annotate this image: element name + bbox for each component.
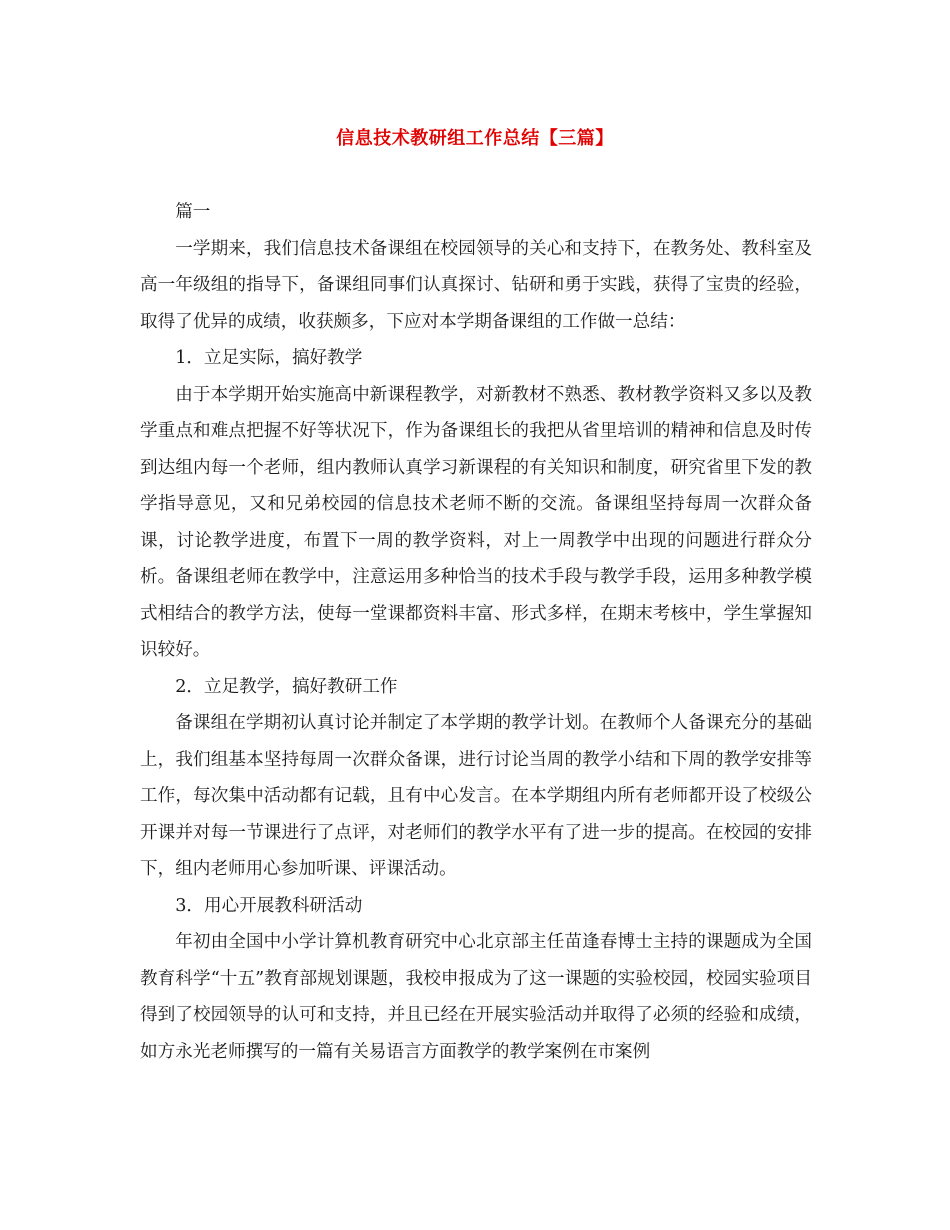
body-paragraph: 年初由全国中小学计算机教育研究中心北京部主任苗逢春博士主持的课题成为全国教育科学“十五”教育部规划课题，我校申报成为了这一课题的实验校园，校园实验项目得到了校园领导的认可和支持，并且已经在开展实验活动并取得了必须的经验和成绩，如方永光老师撰写的一篇有关易语言方面教学的教学案例在市案例 bbox=[140, 932, 812, 1062]
section-heading: 1．立足实际，搞好教学 bbox=[175, 348, 363, 368]
section-heading-part-one: 篇一 bbox=[175, 202, 211, 222]
section-heading: 2．立足教学，搞好教研工作 bbox=[175, 676, 398, 697]
body-paragraph: 一学期来，我们信息技术备课组在校园领导的关心和支持下，在教务处、教科室及高一年级组的指导下，备课组同事们认真探讨、钻研和勇于实践，获得了宝贵的经验，取得了优异的成绩，收获颇多，下应对本学期备课组的工作做一总结： bbox=[140, 238, 812, 332]
section-heading: 3．用心开展教科研活动 bbox=[175, 895, 363, 916]
document-body bbox=[140, 194, 812, 1070]
body-paragraph: 由于本学期开始实施高中新课程教学，对新教材不熟悉、教材教学资料又多以及教学重点和难点把握不好等状况下，作为备课组长的我把从省里培训的精神和信息及时传到达组内每一个老师，组内教师认真学习新课程的有关知识和制度，研究省里下发的教学指导意见，又和兄弟校园的信息技术老师不断的交流。备课组坚持每周一次群众备课，讨论教学进度，布置下一周的教学资料，对上一周教学中出现的问题进行群众分析。备课组老师在教学中，注意运用多种恰当的技术手段与教学手段，运用多种教学模式相结合的教学方法，使每一堂课都资料丰富、形式多样，在期末考核中，学生掌握知识较好。 bbox=[140, 384, 812, 660]
document-title: 信息技术教研组工作总结【三篇】 bbox=[336, 128, 614, 149]
body-paragraph: 备课组在学期初认真讨论并制定了本学期的教学计划。在教师个人备课充分的基础上，我们组基本坚持每周一次群众备课，进行讨论当周的教学小结和下周的教学安排等工作，每次集中活动都有记载，且有中心发言。在本学期组内所有老师都开设了校级公开课并对每一节课进行了点评，对老师们的教学水平有了进一步的提高。在校园的安排下，组内老师用心参加听课、评课活动。 bbox=[140, 713, 812, 879]
